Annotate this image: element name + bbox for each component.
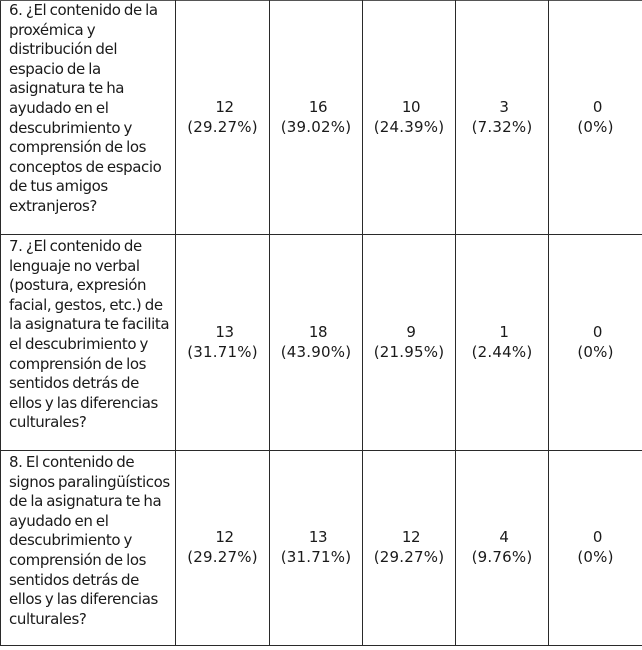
response-percentage: (31.71%) (280, 548, 352, 566)
response-percentage: (29.27%) (373, 548, 445, 566)
response-percentage: (21.95%) (373, 342, 445, 361)
response-percentage: (9.76%) (471, 548, 533, 566)
value-cell (363, 235, 456, 451)
response-count: 16 (308, 97, 328, 116)
response-percentage: (43.90%) (280, 342, 352, 361)
response-percentage: (29.27%) (187, 117, 258, 136)
value-cell (176, 1, 270, 235)
response-percentage: (2.44%) (471, 342, 533, 361)
value-cell (176, 451, 270, 646)
value-cell (363, 1, 456, 235)
response-count: 0 (592, 97, 603, 116)
response-count: 13 (215, 322, 234, 341)
response-count: 9 (406, 322, 416, 341)
value-cell (456, 1, 549, 235)
question-text: 6. ¿El contenido de la proxémica y distribución del espacio de la asignatura te ha ayudado en el descubrimiento y comprensión de los conceptos de espacio de tus amigos extranjeros? (9, 1, 162, 215)
response-count: 10 (401, 97, 421, 116)
value-cell (456, 235, 549, 451)
response-count: 0 (592, 528, 603, 547)
table-row (1, 235, 642, 451)
value-cell (549, 1, 642, 235)
question-cell (1, 451, 176, 646)
question-text: 8. El contenido de signos paralingüísticos de la asignatura te ha ayudado en el descubrimiento y comprensión de los sentidos detrás de ellos y las diferencias culturales? (9, 453, 170, 628)
table-row (1, 1, 642, 235)
value-cell (270, 1, 363, 235)
response-percentage: (7.32%) (471, 117, 533, 136)
response-percentage: (31.71%) (187, 342, 258, 361)
response-percentage: (0%) (577, 342, 614, 361)
response-count: 18 (308, 322, 328, 341)
response-count: 3 (499, 97, 509, 116)
response-percentage: (0%) (577, 117, 614, 136)
response-percentage: (24.39%) (373, 117, 445, 136)
response-count: 13 (308, 528, 328, 547)
response-count: 12 (215, 97, 234, 116)
response-count: 12 (215, 528, 234, 547)
table-row (1, 451, 642, 646)
value-cell (549, 235, 642, 451)
value-cell (270, 235, 363, 451)
value-cell (270, 451, 363, 646)
value-cell (363, 451, 456, 646)
value-cell (549, 451, 642, 646)
response-count: 4 (499, 528, 509, 547)
response-percentage: (39.02%) (280, 117, 352, 136)
response-count: 12 (401, 528, 421, 547)
response-percentage: (29.27%) (187, 548, 258, 566)
value-cell (456, 451, 549, 646)
response-percentage: (0%) (577, 548, 614, 566)
question-cell (1, 235, 176, 451)
response-count: 1 (499, 322, 509, 341)
question-text: 7. ¿El contenido de lenguaje no verbal (postura, expresión facial, gestos, etc.) de la asignatura te facilita el descubrimiento y comprensión de los sentidos detrás de ellos y las diferencias culturales? (9, 237, 170, 432)
response-count: 0 (592, 322, 603, 341)
question-cell (1, 1, 176, 235)
value-cell (176, 235, 270, 451)
